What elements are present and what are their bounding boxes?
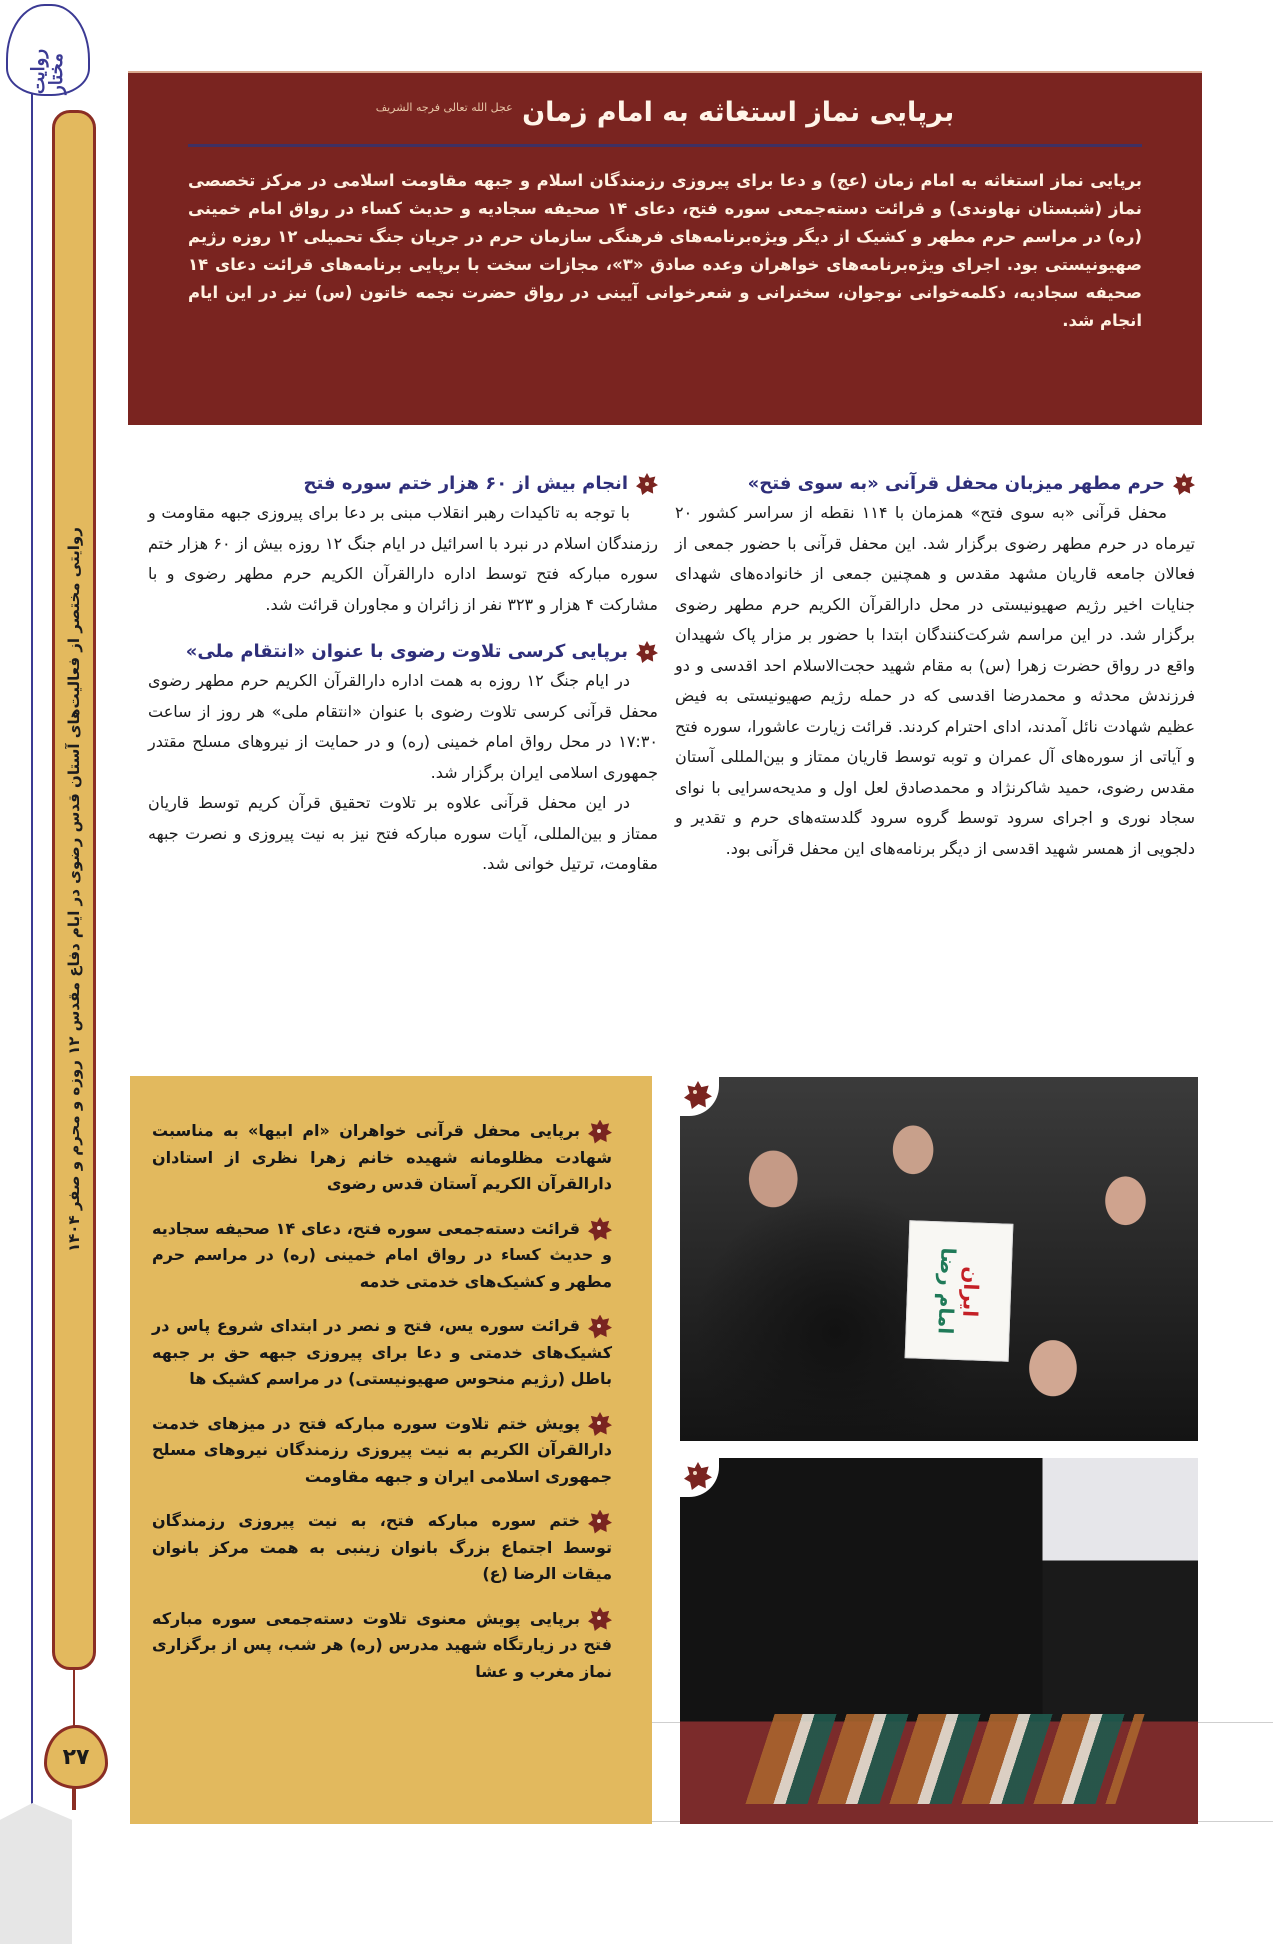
article-title <box>148 638 658 666</box>
feature-title-text: برپایی نماز استغاثه به امام زمان <box>522 97 955 128</box>
flower-bullet-icon <box>684 1462 712 1490</box>
highlight-item <box>152 1606 612 1686</box>
flower-bullet-icon <box>588 1120 612 1144</box>
highlight-text: قرائت سوره یس، فتح و نصر در ابتدای شروع پاس در کشیک‌های خدمتی و دعا برای پیروزی جبهه حق بر جبهه باطل (رژیم منحوس صهیونیستی) در مراسم کشیک ها <box>152 1316 612 1388</box>
article-besooye-fath <box>675 470 1195 864</box>
article-body <box>148 666 658 788</box>
article-body <box>148 498 658 620</box>
flower-bullet-icon <box>588 1315 612 1339</box>
article-body <box>148 788 658 880</box>
photo-sign-crowd <box>680 1077 1198 1441</box>
article-title-text: انجام بیش از ۶۰ هزار ختم سوره فتح <box>303 473 628 494</box>
running-header-text: روایتی مختصر از فعالیت‌های آستان قدس رضوی در ایام دفاع مقدس ۱۲ روزه و محرم و صفر ۱۴۰۴ <box>65 527 83 1253</box>
highlight-text: قرائت دسته‌جمعی سوره فتح، دعای ۱۴ صحیفه سجادیه و حدیث کساء در رواق امام خمینی (ره) در مراسم حرم مطهر و کشیک‌های خدمتی خدمه <box>152 1218 612 1291</box>
article-body-text: در ایام جنگ ۱۲ روزه به همت اداره دارالقرآن الکریم حرم مطهر رضوی محفل قرآنی کرسی تلاوت رضوی با عنوان «انتقام ملی» هر روز از ساعت ۱۷:۳۰ در محل رواق امام خمینی (ره) و در حمایت از نیروهای مسلح مقتدر جمهوری اسلامی ایران برگزار شد. <box>148 671 658 782</box>
article-title <box>675 470 1195 498</box>
highlight-text: ختم سوره مبارکه فتح، به نیت پیروزی رزمندگان توسط اجتماع بزرگ بانوان زینبی به همت مرکز بانوان میقات الرضا (ع) <box>152 1511 612 1583</box>
left-column <box>148 470 658 880</box>
flower-bullet-icon <box>588 1607 612 1631</box>
article-title <box>148 470 658 498</box>
article-title-text: برپایی کرسی تلاوت رضوی با عنوان «انتقام ملی» <box>185 641 628 662</box>
ornament-tail-icon <box>72 1788 76 1810</box>
highlight-item <box>152 1216 612 1296</box>
flower-bullet-icon <box>588 1510 612 1534</box>
corner-decoration <box>0 1803 72 1944</box>
flower-bullet-icon <box>684 1081 712 1109</box>
highlight-text: برپایی پویش معنوی تلاوت دسته‌جمعی سوره مبارکه فتح در زیارتگاه شهید مدرس (ره) هر شب، پس از برگزاری نماز مغرب و عشا <box>152 1608 612 1681</box>
flower-bullet-icon <box>588 1217 612 1241</box>
page-number: ۲۷ <box>44 1725 108 1789</box>
highlight-text: پویش ختم تلاوت سوره مبارکه فتح در میزهای خدمت دارالقرآن الکریم به نیت پیروزی رزمندگان نیروهای مسلح جمهوری اسلامی ایران و جبهه مقاومت <box>152 1413 612 1486</box>
flower-bullet-icon <box>588 1412 612 1436</box>
highlight-item <box>152 1411 612 1491</box>
magazine-logo: روایت مختار <box>6 4 90 96</box>
highlight-item <box>152 1118 612 1198</box>
photo-sign <box>905 1220 1014 1362</box>
flower-bullet-icon <box>636 641 658 663</box>
flower-bullet-icon <box>636 473 658 495</box>
article-title-text: حرم مطهر میزبان محفل قرآنی «به سوی فتح» <box>747 473 1165 494</box>
article-body-text: در این محفل قرآنی علاوه بر تلاوت تحقیق قرآن کریم توسط قاریان ممتاز و بین‌المللی، آیات سوره مبارکه فتح نیز به نیت پیروزی و نصرت جبهه مقاومت، ترتیل خوانی شد. <box>148 793 658 873</box>
quran-stands <box>745 1714 1144 1804</box>
photo-quran-recitation <box>680 1458 1198 1824</box>
sidebar-blue-rule <box>31 40 33 1810</box>
sign-text-red: ایران <box>958 1265 984 1318</box>
feature-box <box>128 71 1202 425</box>
feature-title <box>188 97 1142 128</box>
article-body <box>675 498 1195 864</box>
feature-divider <box>188 144 1142 147</box>
highlight-text: برپایی محفل قرآنی خواهران «ام ابیها» به مناسبت شهادت مظلومانه شهیده خانم زهرا نظری از استادان دارالقرآن الکریم آستان قدس رضوی <box>152 1121 612 1193</box>
sidebar <box>0 0 110 1944</box>
sign-text-green: امام رضا <box>933 1246 961 1335</box>
highlights-box <box>130 1076 652 1824</box>
article-enteghame-melli <box>148 638 658 880</box>
highlight-item <box>152 1508 612 1588</box>
article-body-text: با توجه به تاکیدات رهبر انقلاب مبنی بر دعا برای پیروزی جبهه مقاومت و رزمندگان اسلام در نبرد با اسرائیل در ایام جنگ ۱۲ روزه بیش از ۶۰ هزار ختم سوره مبارکه فتح توسط اداره دارالقرآن الکریم حرم مطهر رضوی و با مشارکت ۴ هزار و ۳۲۳ نفر از زائران و مجاوران قرائت شد. <box>148 503 659 614</box>
flower-bullet-icon <box>1173 473 1195 495</box>
honorific-icon: عجل الله تعالی فرجه الشریف <box>375 101 513 114</box>
article-60k-khatm <box>148 470 658 620</box>
feature-body: برپایی نماز استغاثه به امام زمان (عج) و دعا برای پیروزی رزمندگان اسلام و جبهه مقاومت اسلامی در مرکز تخصصی نماز (شبستان نهاوندی) و قرائت دسته‌جمعی سوره فتح، دعای ۱۴ صحیفه سجادیه و حدیث کساء در رواق امام خمینی (ره) در مراسم حرم مطهر و کشیک از دیگر ویژه‌برنامه‌های فرهنگی سازمان حرم در جریان جنگ تحمیلی ۱۲ روزه رژیم صهیونیستی بود. اجرای ویژه‌برنامه‌های خواهران وعده صادق «۳»، مجازات سخت با برپایی برنامه‌های قرائت دعای ۱۴ صحیفه سجادیه، دکلمه‌خوانی نوجوان، سخنرانی و شعرخوانی آیینی در رواق حضرت نجمه خاتون (س) نیز در این ایام انجام شد. <box>188 171 1142 330</box>
highlight-item <box>152 1313 612 1393</box>
article-body-text: محفل قرآنی «به سوی فتح» همزمان با ۱۱۴ نقطه از سراسر کشور ۲۰ تیرماه در حرم مطهر رضوی برگزار شد. این محفل قرآنی با حضور جمعی از فعالان جامعه قاریان مشهد مقدس و همچنین جمعی از خانواده‌های شهدای جنایات اخیر رژیم صهیونیستی در محل دارالقرآن الکریم حرم مطهر رضوی برگزار شد. در این مراسم شرکت‌کنندگان ابتدا با حضور بر مزار پاک شهیدان واقع در رواق حضرت زهرا (س) به مقام شهید حجت‌الاسلام احد اقدسی و دو فرزندش محدثه و محمدرضا اقدسی که در حمله رژیم صهیونیستی به فیض عظیم شهادت نائل آمدند، ادای احترام کردند. قرائت زیارت عاشورا، سوره فتح و آیاتی از سوره‌های آل عمران و توبه توسط قاریان ممتاز و بین‌المللی آستان مقدس رضوی، حمید شاکرنژاد و محمدصادق لعل اول و مدیحه‌سرایی با نوای سجاد نوری و اجرای سرود توسط گروه سرود گلدسته‌های حرم و تقدیر و دلجویی از همسر شهید اقدسی از دیگر برنامه‌های این محفل قرآنی بود. <box>675 503 1195 858</box>
